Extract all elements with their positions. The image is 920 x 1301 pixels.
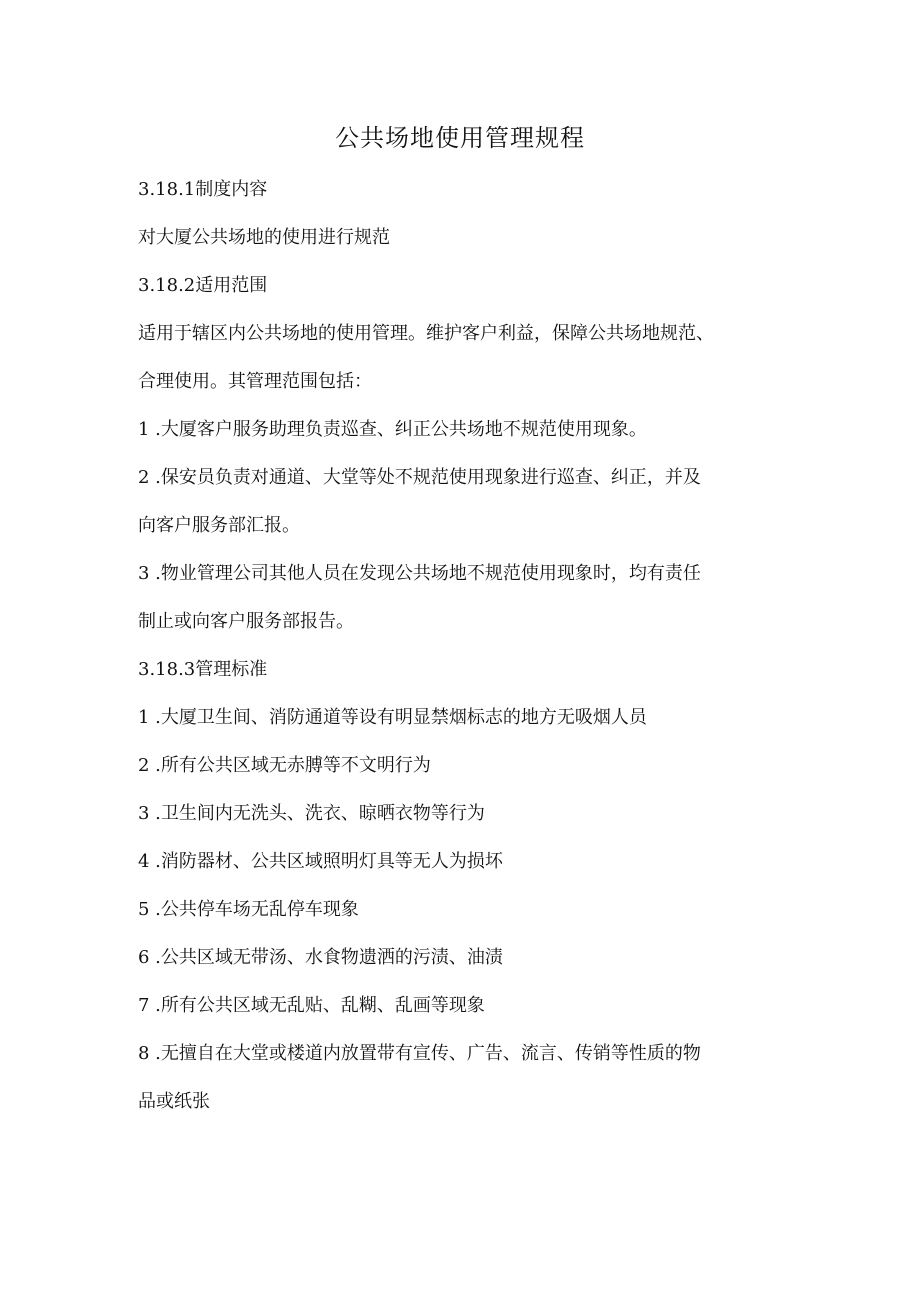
list-item: 5 .公共停车场无乱停车现象	[138, 899, 359, 920]
paragraph-line: 对大厦公共场地的使用进行规范	[138, 227, 390, 248]
list-item-continuation: 制止或向客户服务部报告。	[138, 611, 354, 632]
paragraph-line: 合理使用。其管理范围包括：	[138, 371, 372, 392]
section-heading-standards: 3.18.3管理标准	[138, 659, 268, 680]
document-body	[138, 166, 788, 1126]
section-heading-content: 3.18.1制度内容	[138, 179, 268, 200]
list-item: 3 .卫生间内无洗头、洗衣、晾晒衣物等行为	[138, 803, 485, 824]
section-heading-scope: 3.18.2适用范围	[138, 275, 268, 296]
list-item: 3 .物业管理公司其他人员在发现公共场地不规范使用现象时，均有责任	[138, 563, 701, 584]
document-title: 公共场地使用管理规程	[335, 124, 585, 152]
list-item: 1 .大厦卫生间、消防通道等设有明显禁烟标志的地方无吸烟人员	[138, 707, 647, 728]
list-item-continuation: 向客户服务部汇报。	[138, 515, 300, 536]
list-item: 4 .消防器材、公共区域照明灯具等无人为损坏	[138, 851, 503, 872]
list-item-continuation: 品或纸张	[138, 1091, 210, 1112]
list-item: 7 .所有公共区域无乱贴、乱糊、乱画等现象	[138, 995, 485, 1016]
list-item: 2 .保安员负责对通道、大堂等处不规范使用现象进行巡查、纠正，并及	[138, 467, 701, 488]
list-item: 2 .所有公共区域无赤膊等不文明行为	[138, 755, 431, 776]
list-item: 8 .无擅自在大堂或楼道内放置带有宣传、广告、流言、传销等性质的物	[138, 1043, 701, 1064]
list-item: 1 .大厦客户服务助理负责巡查、纠正公共场地不规范使用现象。	[138, 419, 647, 440]
paragraph-line: 适用于辖区内公共场地的使用管理。维护客户利益，保障公共场地规范、	[138, 323, 714, 344]
list-item: 6 .公共区域无带汤、水食物遗洒的污渍、油渍	[138, 947, 503, 968]
